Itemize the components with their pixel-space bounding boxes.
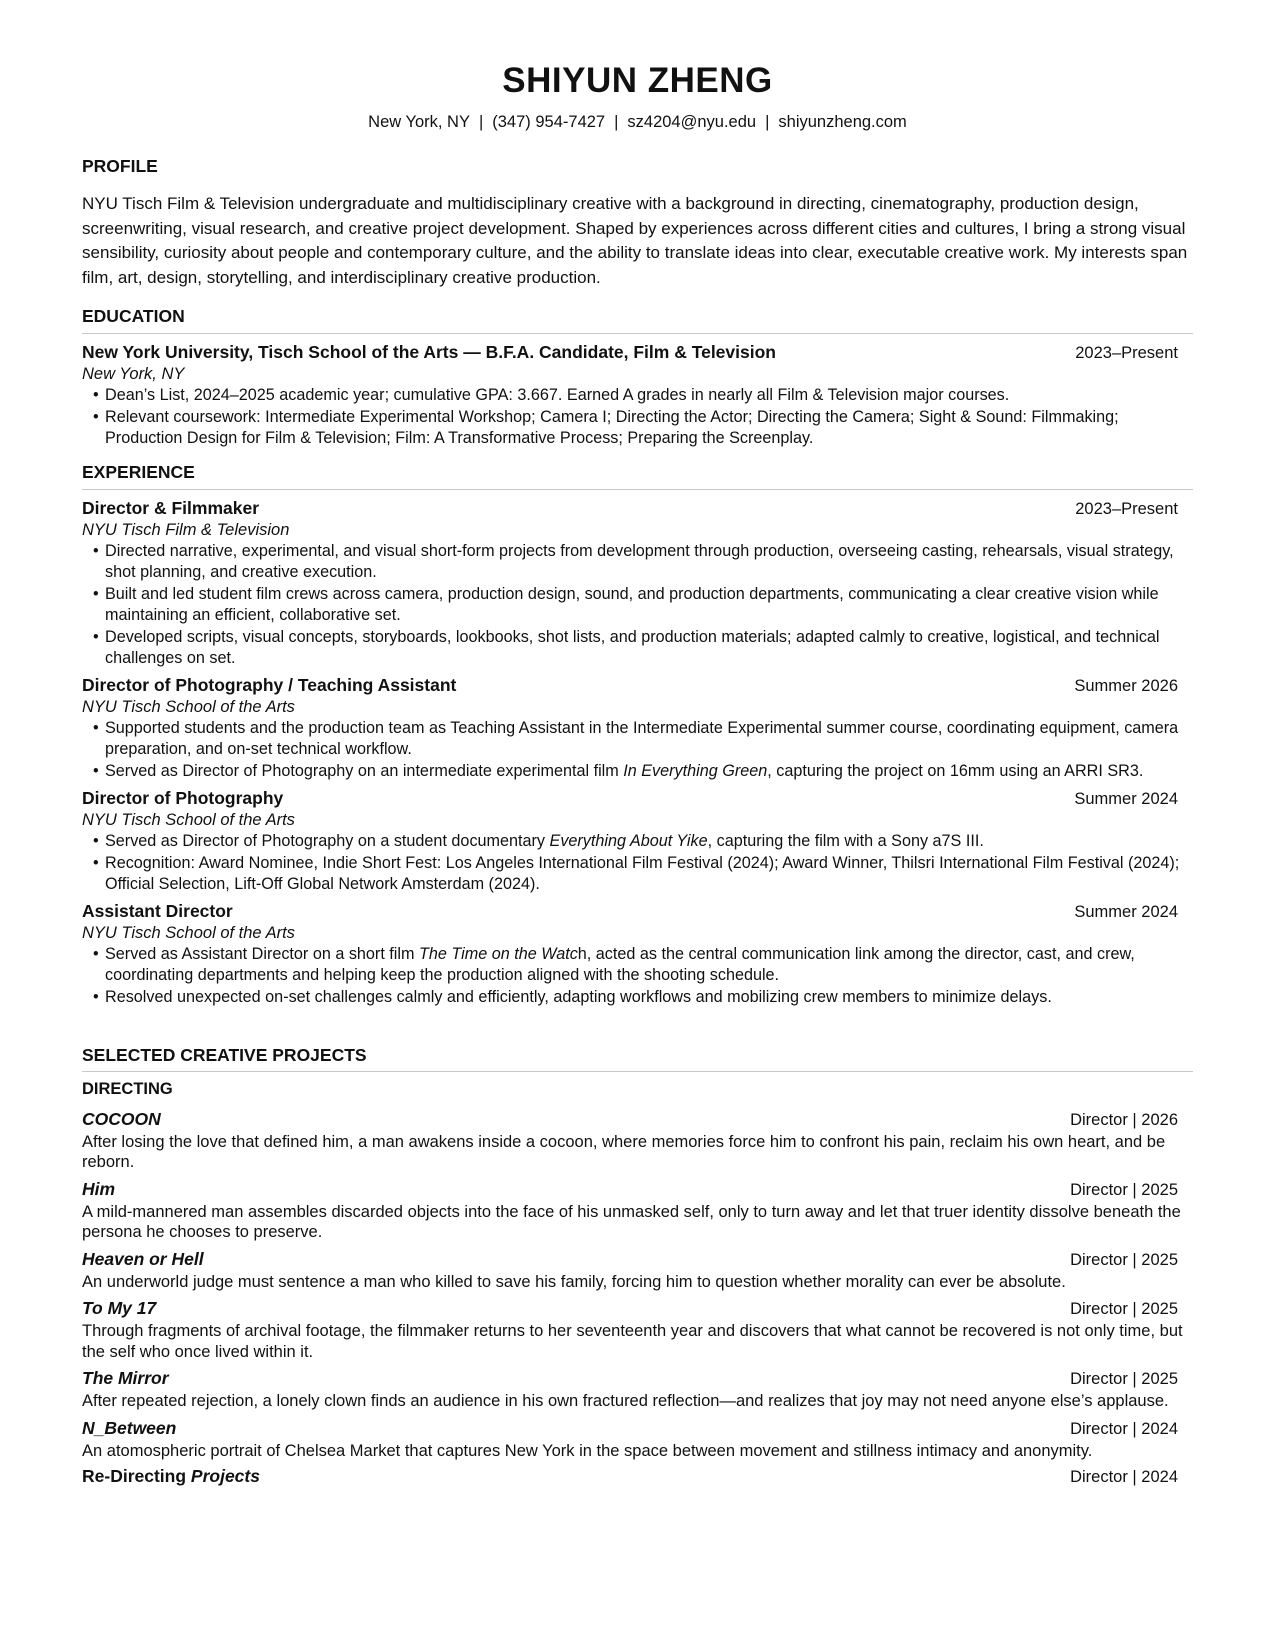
project-heading-row: [82, 1108, 1193, 1131]
bullet-text: Served as Assistant Director on a short film: [105, 944, 419, 963]
section-title-profile: PROFILE: [82, 156, 158, 177]
projects-section: [82, 1044, 1193, 1489]
contact-phone: (347) 954-7427: [492, 113, 606, 131]
list-item: [87, 718, 1183, 760]
bullet-text: Served as Director of Photography on a student documentary: [105, 831, 550, 850]
film-title: The Time on the Watc: [418, 944, 578, 963]
experience-entry: [82, 787, 1193, 895]
education-location: New York, NY: [82, 364, 185, 383]
section-title-projects: SELECTED CREATIVE PROJECTS: [82, 1044, 367, 1065]
list-item: [87, 853, 1183, 895]
projects-subtitle: DIRECTING: [82, 1080, 173, 1099]
project-description: After repeated rejection, a lonely clown finds an audience in his own fractured reflection—and realizes that joy may not need anyone else’s applause.: [82, 1392, 1169, 1411]
bullet-text: , capturing the project on 16mm using an ARRI SR3.: [767, 761, 1144, 780]
job-bullets: [82, 831, 1193, 895]
list-item: [87, 584, 1183, 626]
project-description: An atomospheric portrait of Chelsea Market that captures New York in the space between movement and stillness intimacy and anonymity.: [82, 1441, 1093, 1460]
section-divider: [82, 1071, 1193, 1072]
project-heading-row: [82, 1367, 1193, 1390]
profile-text: NYU Tisch Film & Television undergraduate and multidisciplinary creative with a background in directing, cinematography, production design, screenwriting, visual research, and creative project development. Shaped by experiences across different cities and cultures, I bring a strong visual sensibility, curiosity about people and contemporary culture, and the ability to translate ideas into clear, executable creative work. My interests span film, art, design, storytelling, and interdisciplinary creative production.: [82, 194, 1188, 287]
experience-entry: [82, 900, 1193, 1008]
experience-section: [82, 461, 1193, 1008]
bullet-text: Directed narrative, experimental, and visual short-form projects from development through production, overseeing casting, rehearsals, visual strategy, shot planning, and creative execution.: [105, 541, 1174, 581]
job-organization: NYU Tisch School of the Arts: [82, 810, 295, 829]
bullet-text: , capturing the film with a Sony a7S III.: [707, 831, 984, 850]
project-credit: Director | 2025: [1070, 1180, 1178, 1199]
film-title: Everything About Yike: [549, 831, 708, 850]
project-title: N_Between: [82, 1417, 177, 1438]
project-heading-row: [82, 1178, 1193, 1201]
project-entry: [82, 1108, 1193, 1173]
candidate-name: SHIYUN ZHENG: [502, 61, 773, 100]
project-heading-row: [82, 1248, 1193, 1271]
project-description: A mild-mannered man assembles discarded objects into the face of his unmasked self, only to turn away and let that truer identity dissolve beneath the persona he chooses to preserve.: [82, 1202, 1181, 1242]
list-item: [87, 541, 1183, 583]
project-title: Him: [82, 1178, 116, 1199]
experience-heading-row: [82, 497, 1193, 520]
list-item: • Relevant coursework: Intermediate Experimental Workshop; Camera I; Directing the Actor; Directing the Camera; Sight & Sound: Filmmaking; Production Design for Film & Television; Film: A Transformative Process; Preparing the Screenplay.: [87, 407, 1183, 449]
project-description: After losing the love that defined him, a man awakens inside a cocoon, where memories force him to confront his pain, reclaim his own heart, and be reborn.: [82, 1132, 1166, 1172]
project-credit: Director | 2025: [1070, 1300, 1178, 1319]
education-heading-row: [82, 341, 1193, 364]
project-heading-row: [82, 1465, 1193, 1488]
list-item: [87, 944, 1183, 986]
project-title-emphasis: Projects: [190, 1466, 260, 1487]
list-item: [87, 831, 1183, 852]
list-item: [87, 761, 1183, 782]
project-entry: [82, 1465, 1193, 1488]
section-title-education: EDUCATION: [82, 306, 185, 327]
job-bullets: [82, 944, 1193, 1008]
job-date: Summer 2024: [1074, 902, 1178, 921]
education-section: [82, 305, 1193, 449]
education-bullets: [82, 385, 1193, 449]
experience-heading-row: [82, 900, 1193, 923]
contact-website: shiyunzheng.com: [778, 113, 907, 131]
contact-line: [82, 112, 1193, 133]
job-bullets: [82, 718, 1193, 782]
project-heading-row: [82, 1297, 1193, 1320]
job-date: 2023–Present: [1075, 499, 1178, 518]
project-title-plain: Re-Directing: [82, 1466, 191, 1487]
project-title: COCOON: [82, 1108, 161, 1129]
project-title: Heaven or Hell: [82, 1248, 204, 1269]
bullet-text: Served as Director of Photography on an intermediate experimental film: [105, 761, 624, 780]
experience-heading-row: [82, 674, 1193, 697]
bullet-text: Developed scripts, visual concepts, storyboards, lookbooks, shot lists, and production materials; adapted calmly to creative, logistical, and technical challenges on set.: [105, 627, 1160, 667]
bullet-text: Supported students and the production team as Teaching Assistant in the Intermediate Experimental summer course, coordinating equipment, camera preparation, and on-set technical workflow.: [105, 718, 1179, 758]
job-role: Director of Photography: [82, 787, 284, 808]
project-title: To My 17: [82, 1298, 157, 1319]
project-entry: [82, 1178, 1193, 1243]
project-title: [82, 1465, 260, 1487]
bullet-text: Recognition: Award Nominee, Indie Short Fest: Los Angeles International Film Festival (2024); Award Winner, Thilsri International Film Festival (2024); Official Selection, Lift-Off Global Network Amsterdam (2024).: [105, 853, 1180, 893]
job-role: Director & Filmmaker: [82, 497, 260, 518]
list-item: [87, 987, 1183, 1008]
bullet-text: h, acted as the central communication link among the director, cast, and crew, coordinating departments and helping keep the production aligned with the shooting schedule.: [105, 944, 1135, 984]
contact-separator: |: [478, 113, 484, 131]
project-entry: [82, 1248, 1193, 1293]
project-description: An underworld judge must sentence a man who killed to save his family, forcing him to question whether morality can ever be absolute.: [82, 1272, 1066, 1291]
contact-email: sz4204@nyu.edu: [627, 113, 757, 131]
section-divider: [82, 333, 1193, 334]
experience-heading-row: [82, 787, 1193, 810]
experience-entry: [82, 674, 1193, 782]
job-organization: NYU Tisch Film & Television: [82, 520, 290, 539]
job-date: Summer 2026: [1074, 676, 1178, 695]
project-entry: [82, 1367, 1193, 1412]
project-credit: Director | 2024: [1070, 1419, 1178, 1438]
project-description: Through fragments of archival footage, the filmmaker returns to her seventeenth year and discovers that what cannot be recovered is not only time, but the self who once lived within it.: [82, 1322, 1183, 1361]
section-divider: [82, 489, 1193, 490]
job-role: Director of Photography / Teaching Assistant: [82, 674, 457, 695]
job-organization: NYU Tisch School of the Arts: [82, 923, 295, 942]
contact-location: New York, NY: [368, 113, 470, 131]
contact-separator: |: [765, 113, 770, 131]
project-credit: Director | 2025: [1070, 1250, 1178, 1269]
project-entry: [82, 1417, 1193, 1462]
project-credit: Director | 2024: [1070, 1468, 1178, 1487]
job-organization: NYU Tisch School of the Arts: [82, 697, 295, 716]
job-role: Assistant Director: [82, 900, 233, 921]
list-item: • Dean’s List, 2024–2025 academic year; cumulative GPA: 3.667. Earned A grades in nearly all Film & Television major courses.: [87, 385, 1183, 406]
experience-entry: [82, 497, 1193, 669]
education-date: 2023–Present: [1075, 343, 1178, 362]
bullet-text: Resolved unexpected on-set challenges calmly and efficiently, adapting workflows and mobilizing crew members to minimize delays.: [105, 987, 1052, 1006]
film-title: In Everything Green: [623, 761, 768, 780]
bullet-text: Built and led student film crews across camera, production design, sound, and production departments, communicating a clear creative vision while maintaining an efficient, collaborative set.: [105, 584, 1159, 624]
education-heading: New York University, Tisch School of the Arts — B.F.A. Candidate, Film & Television: [82, 341, 776, 362]
contact-separator: |: [614, 113, 619, 131]
project-credit: Director | 2026: [1070, 1110, 1178, 1129]
section-title-experience: EXPERIENCE: [82, 461, 195, 482]
project-title: The Mirror: [82, 1368, 169, 1389]
job-bullets: [82, 541, 1193, 669]
job-date: Summer 2024: [1074, 789, 1178, 808]
project-entry: [82, 1297, 1193, 1362]
list-item: [87, 627, 1183, 669]
project-heading-row: [82, 1417, 1193, 1440]
project-credit: Director | 2025: [1070, 1370, 1178, 1389]
profile-section: [82, 155, 1193, 290]
